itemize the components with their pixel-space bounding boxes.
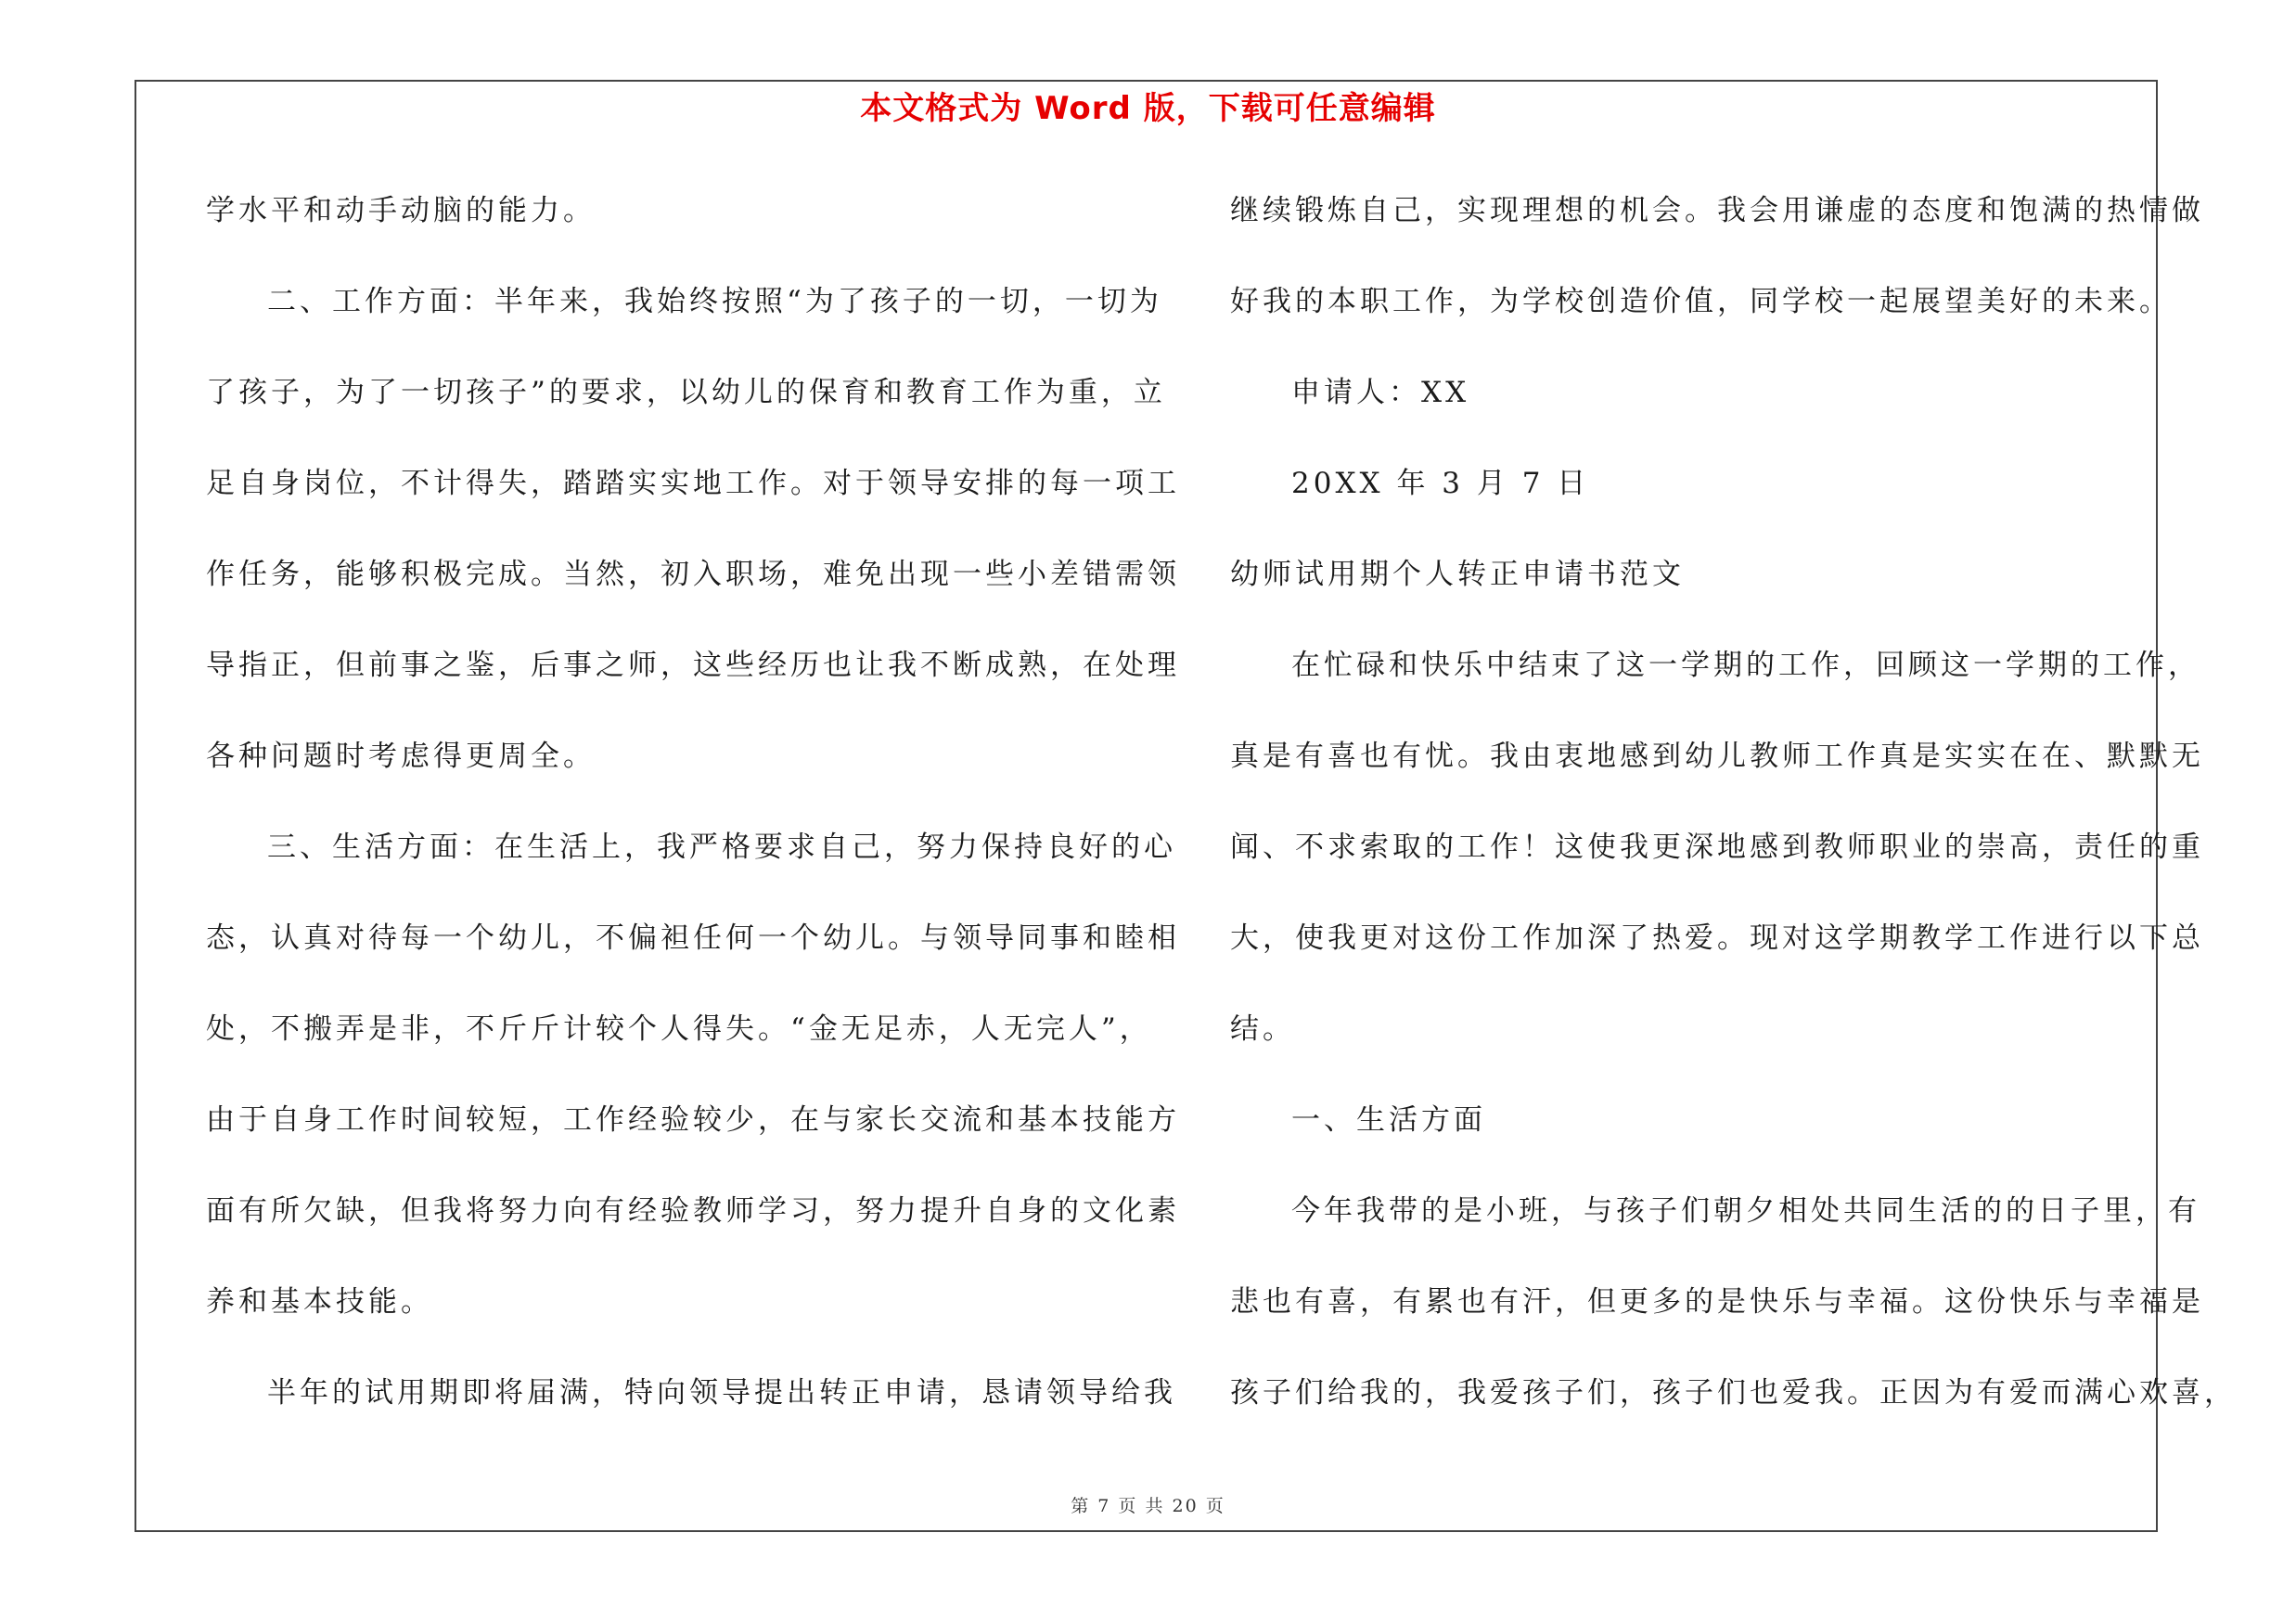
text-line: 好我的本职工作，为学校创造价值，同学校一起展望美好的未来。: [1230, 285, 2172, 318]
text-line: 结。: [1230, 1012, 1295, 1046]
text-line: 悲也有喜，有累也有汗，但更多的是快乐与幸福。这份快乐与幸福是: [1230, 1285, 2204, 1319]
text-line: 面有所欠缺，但我将努力向有经验教师学习，努力提升自身的文化素: [206, 1194, 1180, 1228]
page-number-footer: 第 7 页 共 20 页: [1071, 1496, 1225, 1516]
text-line: 真是有喜也有忧。我由衷地感到幼儿教师工作真是实实在在、默默无: [1230, 740, 2204, 773]
format-notice-banner: 本文格式为 Word 版，下载可任意编辑: [860, 90, 1436, 127]
left-text-column: [206, 182, 1180, 1455]
text-line: 大，使我更对这份工作加深了热爱。现对这学期教学工作进行以下总: [1230, 921, 2204, 955]
text-line: 申请人：XX: [1291, 376, 1470, 409]
text-line: 了孩子，为了一切孩子”的要求，以幼儿的保育和教育工作为重，立: [206, 376, 1166, 409]
text-line: 由于自身工作时间较短，工作经验较少，在与家长交流和基本技能方: [206, 1103, 1180, 1137]
text-line: 处，不搬弄是非，不斤斤计较个人得失。“金无足赤，人无完人”，: [206, 1012, 1152, 1046]
text-line: 半年的试用期即将届满，特向领导提出转正申请，恳请领导给我: [267, 1376, 1176, 1410]
text-line: 孩子们给我的，我爱孩子们，孩子们也爱我。正因为有爱而满心欢喜，: [1230, 1376, 2237, 1410]
text-line: 闻、不求索取的工作！这使我更深地感到教师职业的崇高，责任的重: [1230, 831, 2204, 864]
right-text-column: [1230, 182, 2237, 1455]
text-line: 二、工作方面：半年来，我始终按照“为了孩子的一切，一切为: [267, 285, 1162, 318]
text-line: 各种问题时考虑得更周全。: [206, 740, 596, 773]
text-line: 幼师试用期个人转正申请书范文: [1230, 558, 1685, 591]
text-line: 继续锻炼自己，实现理想的机会。我会用谦虚的态度和饱满的热情做: [1230, 194, 2204, 227]
text-line: 导指正，但前事之鉴，后事之师，这些经历也让我不断成熟，在处理: [206, 649, 1180, 682]
text-line: 20XX 年 3 月 7 日: [1291, 467, 1590, 500]
text-line: 今年我带的是小班，与孩子们朝夕相处共同生活的的日子里，有: [1291, 1194, 2200, 1228]
text-line: 态，认真对待每一个幼儿，不偏袒任何一个幼儿。与领导同事和睦相: [206, 921, 1180, 955]
text-line: 在忙碌和快乐中结束了这一学期的工作，回顾这一学期的工作，: [1291, 649, 2200, 682]
text-line: 作任务，能够积极完成。当然，初入职场，难免出现一些小差错需领: [206, 558, 1180, 591]
text-line: 三、生活方面：在生活上，我严格要求自己，努力保持良好的心: [267, 831, 1176, 864]
text-line: 一、生活方面: [1291, 1103, 1486, 1137]
text-line: 足自身岗位，不计得失，踏踏实实地工作。对于领导安排的每一项工: [206, 467, 1180, 500]
text-line: 学水平和动手动脑的能力。: [206, 194, 596, 227]
text-line: 养和基本技能。: [206, 1285, 433, 1319]
